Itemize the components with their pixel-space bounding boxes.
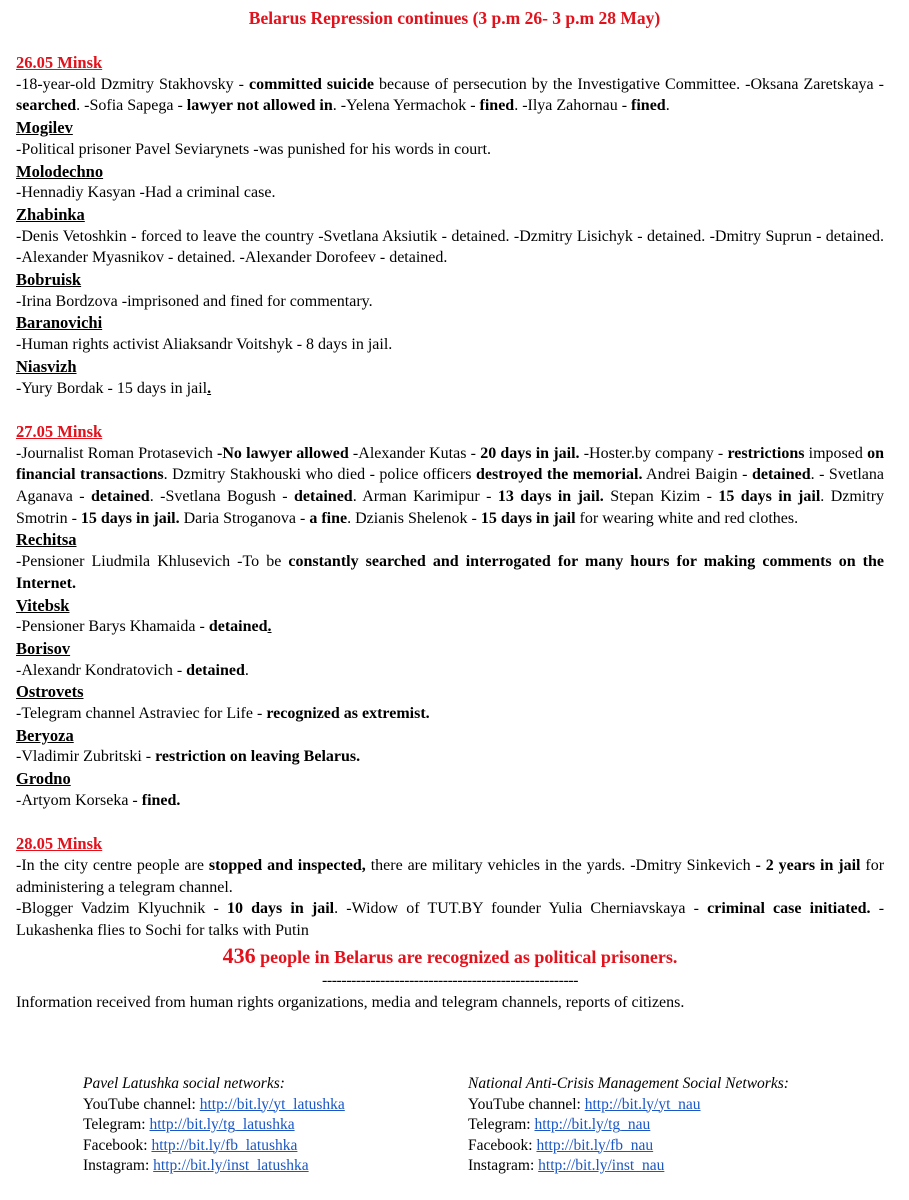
report-content (16, 52, 884, 1014)
facebook-label: Facebook: (468, 1136, 537, 1154)
facebook-label: Facebook: (83, 1136, 152, 1154)
nau-youtube-row (468, 1095, 789, 1116)
text-run: -Yury Bordak - 15 days in jail (16, 379, 208, 397)
text-run: . -Yelena Yermachok - (332, 97, 480, 115)
bold-run: detained (186, 661, 245, 679)
spacer (16, 812, 884, 834)
latushka-youtube-row (83, 1095, 345, 1116)
minsk-28-text-1 (16, 855, 884, 898)
text-run: there are military vehicles in the yards. -Dmitry Sinkevich (365, 856, 756, 874)
day-heading-28-05: 28.05 Minsk (16, 834, 103, 854)
bold-run: 15 days in jail (718, 488, 821, 506)
text-run: . -Ilya Zahornau - (514, 97, 632, 115)
text-run: . Dzmitry Smotrin - (16, 488, 885, 527)
text-run: -Telegram channel Astraviec for Life - (16, 705, 267, 723)
info-sources: Information received from human rights organizations, media and telegram channels, reports of citizens. (16, 993, 685, 1011)
political-prisoners-banner (16, 942, 884, 971)
bold-run: . (267, 618, 272, 636)
text-run: -Artyom Korseka - (16, 791, 142, 809)
separator: ----------------------------------------------------- (322, 971, 578, 989)
zhabinka-text: -Denis Vetoshkin - forced to leave the country -Svetlana Aksiutik - detained. -Dzmitry Lisichyk - detained. -Dmitry Suprun - detained. -Alexander Myasnikov - detained. -Alexander Dorofeev - detained. (16, 227, 884, 267)
ostrovets-text (16, 703, 884, 725)
bold-run: stopped and inspected, (208, 856, 366, 874)
text-run: for administering a telegram channel. (16, 856, 885, 896)
bold-run: fined. (141, 791, 181, 809)
bold-run: lawyer not allowed in (186, 97, 333, 115)
day-heading-26-05: 26.05 Minsk (16, 53, 103, 72)
bold-run: detained (751, 466, 811, 484)
city-heading-grodno: Grodno (16, 769, 71, 789)
bold-run: a fine (309, 509, 348, 527)
nau-facebook-row (468, 1136, 789, 1157)
city-heading-vitebsk: Vitebsk (16, 595, 70, 615)
latushka-telegram-row (83, 1115, 345, 1136)
vitebsk-text (16, 616, 884, 638)
bold-run: detained (294, 488, 353, 506)
text-run: for wearing white and red clothes. (575, 509, 799, 527)
bold-run: detained (208, 618, 268, 636)
minsk-26-text (16, 74, 884, 117)
latushka-facebook-link[interactable]: http://bit.ly/fb_latushka (151, 1136, 298, 1154)
text-run: -18-year-old Dzmitry Stakhovsky - (16, 75, 250, 93)
text-run: . -Svetlana Bogush - (149, 488, 295, 506)
bold-run: on financial transactions (16, 444, 884, 484)
minsk-28-text-2 (16, 898, 884, 941)
text-run: . (244, 661, 249, 679)
bobruisk-text: -Irina Bordzova -imprisoned and fined for commentary. (16, 292, 373, 310)
bold-run: criminal case initiated. (707, 900, 871, 918)
niasvizh-text (16, 378, 884, 400)
text-run: -Journalist Roman Protasevich (16, 444, 218, 462)
bold-run: 15 days in jail (480, 509, 576, 527)
latushka-instagram-row (83, 1156, 345, 1177)
telegram-label: Telegram: (468, 1116, 535, 1133)
nau-telegram-link[interactable]: http://bit.ly/tg_nau (534, 1116, 651, 1133)
city-heading-mogilev: Mogilev (16, 118, 73, 138)
city-heading-rechitsa: Rechitsa (16, 530, 77, 550)
borisov-text (16, 660, 884, 682)
text-run: -Lukashenka flies to Sochi for talks with Putin (16, 900, 885, 940)
instagram-label: Instagram: (83, 1157, 154, 1174)
city-heading-borisov: Borisov (16, 638, 71, 658)
rechitsa-text (16, 551, 884, 594)
nau-social-heading: National Anti-Crisis Management Social Networks: (468, 1075, 789, 1092)
bold-run: constantly searched and interrogated for many hours for making comments on the Internet. (16, 553, 885, 592)
bold-run: 15 days in jail. (80, 509, 180, 527)
bold-run: -No lawyer allowed (217, 444, 349, 462)
youtube-label: YouTube channel: (83, 1095, 200, 1113)
latushka-instagram-link[interactable]: http://bit.ly/inst_latushka (153, 1157, 309, 1174)
bold-run: restriction on leaving Belarus. (155, 748, 361, 766)
text-run: . Dzmitry Stakhouski who died - police officers (163, 466, 477, 484)
text-run: Andrei Baigin - (642, 466, 752, 484)
telegram-label: Telegram: (83, 1116, 150, 1133)
nau-telegram-row (468, 1115, 789, 1136)
city-heading-niasvizh: Niasvizh (16, 356, 77, 376)
text-run: . -Sofia Sapega - (76, 97, 187, 115)
city-heading-bobruisk: Bobruisk (16, 270, 82, 290)
bold-run: detained (91, 488, 150, 506)
bold-run: 20 days in jail. (480, 444, 580, 462)
bold-run: searched (16, 97, 77, 115)
beryoza-text (16, 746, 884, 768)
city-heading-beryoza: Beryoza (16, 725, 74, 745)
text-run: . - Svetlana Aganava - (16, 466, 885, 506)
bold-run: destroyed the memorial. (476, 466, 643, 484)
text-run: Stepan Kizim - (603, 488, 719, 506)
city-heading-molodechno: Molodechno (16, 161, 104, 181)
latushka-youtube-link[interactable]: http://bit.ly/yt_latushka (199, 1095, 345, 1113)
prisoner-count: 436 (222, 942, 256, 968)
bold-run: 10 days in jail (226, 900, 335, 918)
bold-run: recognized as extremist. (266, 705, 430, 723)
city-heading-ostrovets: Ostrovets (16, 682, 84, 702)
bold-run: committed suicide (249, 75, 375, 93)
text-run: -Pensioner Liudmila Khlusevich -To be (16, 553, 289, 571)
text-run: -Pensioner Barys Khamaida - (16, 618, 209, 636)
latushka-social-networks (83, 1074, 345, 1177)
text-run: . Dzianis Shelenok - (347, 509, 481, 527)
text-run: -Alexander Kutas - (348, 444, 481, 462)
nau-social-networks (468, 1074, 789, 1177)
prisoner-text: people in Belarus are recognized as political prisoners. (255, 946, 678, 967)
latushka-telegram-link[interactable]: http://bit.ly/tg_latushka (149, 1116, 295, 1133)
youtube-label: YouTube channel: (468, 1095, 585, 1113)
bold-run: - 2 years in jail (755, 856, 861, 874)
city-heading-zhabinka: Zhabinka (16, 204, 85, 224)
spacer (16, 399, 884, 421)
text-run: because of persecution by the Investigative Committee. -Oksana Zaretskaya - (374, 75, 884, 93)
molodechno-text: -Hennadiy Kasyan -Had a criminal case. (16, 184, 276, 202)
text-run: . Arman Karimipur - (352, 488, 498, 506)
bold-run: fined (631, 97, 666, 115)
grodno-text (16, 790, 884, 812)
nau-instagram-link[interactable]: http://bit.ly/inst_nau (538, 1157, 665, 1174)
baranovichi-text: -Human rights activist Aliaksandr Voitshyk - 8 days in jail. (16, 336, 393, 354)
day-heading-27-05: 27.05 Minsk (16, 421, 103, 441)
mogilev-text: -Political prisoner Pavel Seviarynets -was punished for his words in court. (16, 140, 492, 158)
text-run: Daria Stroganova - (179, 509, 310, 527)
page-title: Belarus Repression continues (3 p.m 26- 3 p.m 28 May) (248, 8, 661, 28)
nau-youtube-link[interactable]: http://bit.ly/yt_nau (584, 1095, 701, 1113)
bold-run: . (207, 379, 212, 397)
bold-run: fined (479, 97, 515, 115)
city-heading-baranovichi: Baranovichi (16, 313, 103, 333)
bold-run: 13 days in jail. (497, 488, 604, 506)
text-run: -Vladimir Zubritski - (16, 748, 156, 766)
text-run: . -Widow of TUT.BY founder Yulia Cherniavskaya - (334, 900, 708, 918)
text-run: -Alexandr Kondratovich - (16, 661, 187, 679)
text-run: -Hoster.by company - (579, 444, 728, 462)
latushka-social-heading: Pavel Latushka social networks: (83, 1075, 285, 1092)
bold-run: restrictions (727, 444, 805, 462)
nau-facebook-link[interactable]: http://bit.ly/fb_nau (536, 1136, 654, 1154)
text-run: imposed (804, 444, 868, 462)
instagram-label: Instagram: (468, 1157, 539, 1174)
minsk-27-text (16, 443, 884, 530)
text-run: -In the city centre people are (16, 856, 209, 874)
text-run: -Blogger Vadzim Klyuchnik - (16, 900, 227, 918)
nau-instagram-row (468, 1156, 789, 1177)
text-run: . (665, 97, 670, 115)
latushka-facebook-row (83, 1136, 345, 1157)
